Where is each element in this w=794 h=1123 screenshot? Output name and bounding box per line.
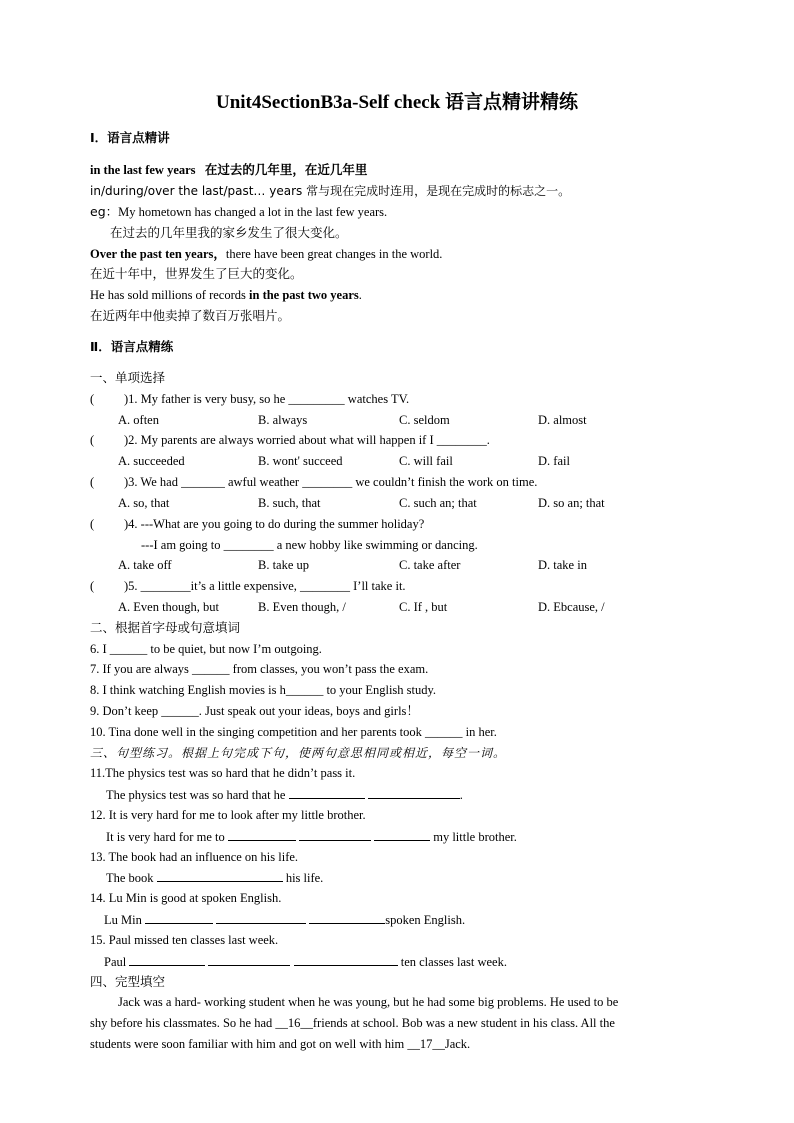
example-1: [90, 204, 387, 220]
rewrite-13-answer: [106, 869, 323, 886]
cloze-blank-17[interactable]: __17__: [407, 1037, 445, 1051]
fill-item: 10. Tina done well in the singing competition and her parents took ______ in her.: [90, 725, 497, 739]
cloze-blank-16[interactable]: __16__: [275, 1016, 313, 1030]
question-4-stem-2: ---I am going to ________ a new hobby like swimming or dancing.: [141, 538, 478, 552]
option-b[interactable]: B. Even though, /: [258, 600, 346, 614]
fill-item: 8. I think watching English movies is h______ to your English study.: [90, 683, 437, 697]
part-4-title: 四、完型填空: [90, 974, 166, 989]
section-1-heading: Ⅰ．语言点精讲: [90, 130, 170, 145]
option-d[interactable]: D. fail: [538, 454, 570, 468]
option-c[interactable]: C. If , but: [399, 600, 448, 614]
cloze-text: friends at school. Bob was a new student in his class. All the: [312, 1016, 615, 1030]
rewrite-11-question: 11.The physics test was so hard that he didn’t pass it.: [90, 766, 356, 780]
example-2-cn: 在近十年中，世界发生了巨大的变化。: [90, 266, 303, 281]
example-1-cn: 在过去的几年里我的家乡发生了很大变化。: [110, 225, 348, 240]
question-4: [90, 516, 424, 532]
rewrite-12-question: 12. It is very hard for me to look after my little brother.: [90, 808, 366, 822]
blank[interactable]: [129, 953, 205, 966]
answer-prefix: The book: [106, 871, 154, 885]
example-2-bold: Over the past ten years，: [90, 247, 226, 261]
question-stem: )3. We had _______ awful weather ________ we couldn’t finish the work on time.: [124, 475, 538, 489]
option-a[interactable]: A. Even though, but: [118, 600, 220, 614]
question-2: [90, 432, 490, 448]
rewrite-15-question: 15. Paul missed ten classes last week.: [90, 933, 279, 947]
option-a[interactable]: A. succeeded: [118, 454, 185, 468]
blank[interactable]: [228, 828, 296, 841]
example-3-end: .: [358, 288, 362, 302]
phrase-line: [90, 162, 367, 178]
question-stem: )2. My parents are always worried about what will happen if I ________.: [124, 433, 490, 447]
answer-prefix: Paul: [104, 955, 127, 969]
blank[interactable]: [216, 911, 306, 924]
blank[interactable]: [157, 869, 283, 882]
option-d[interactable]: D. take in: [538, 558, 587, 572]
answer-suffix: ten classes last week.: [400, 955, 507, 969]
answer-prefix: Lu Min: [104, 913, 142, 927]
option-d[interactable]: D. Ebcause, /: [538, 600, 605, 614]
phrase-en: in the last few years: [90, 163, 196, 177]
answer-suffix: spoken English.: [385, 913, 466, 927]
part-3-title: 三、句型练习。根据上句完成下句，使两句意思相同或相近，每空一词。: [90, 746, 507, 760]
option-b[interactable]: B. take up: [258, 558, 310, 572]
phrase-cn: 在过去的几年里，在近几年里: [204, 162, 368, 177]
option-d[interactable]: D. so an; that: [538, 496, 605, 510]
fill-item: 7. If you are always ______ from classes, you won’t pass the exam.: [90, 662, 429, 676]
answer-suffix: my little brother.: [433, 830, 517, 844]
blank[interactable]: [208, 953, 290, 966]
rewrite-12-answer: [106, 828, 517, 845]
cloze-text: Jack.: [444, 1037, 471, 1051]
answer-paren[interactable]: (: [90, 433, 95, 447]
question-stem: )1. My father is very busy, so he _________ watches TV.: [124, 392, 410, 406]
question-stem: )4. ---What are you going to do during the summer holiday?: [124, 517, 425, 531]
cloze-line-2: [90, 1015, 615, 1031]
example-3: [90, 287, 362, 303]
blank[interactable]: [368, 786, 460, 799]
example-1-en: My hometown has changed a lot in the last few years.: [118, 205, 388, 219]
blank[interactable]: [145, 911, 213, 924]
option-a[interactable]: A. often: [118, 413, 159, 427]
blank[interactable]: [299, 828, 371, 841]
answer-paren[interactable]: (: [90, 579, 95, 593]
example-3-bold: in the past two years: [249, 288, 359, 302]
cloze-text: students were soon familiar with him and got on well with him: [90, 1037, 408, 1051]
part-2-title: 二、根据首字母或句意填词: [90, 620, 241, 635]
eg-label: eg：: [90, 204, 119, 219]
blank[interactable]: [289, 786, 365, 799]
cloze-line-1: Jack was a hard- working student when he was young, but he had some big problems. He used to be: [118, 995, 619, 1009]
option-a[interactable]: A. so, that: [118, 496, 170, 510]
blank[interactable]: [294, 953, 398, 966]
option-b[interactable]: B. always: [258, 413, 308, 427]
option-c[interactable]: C. take after: [399, 558, 461, 572]
blank[interactable]: [309, 911, 385, 924]
answer-prefix: The physics test was so hard that he: [106, 788, 286, 802]
section-2-heading: Ⅱ．语言点精练: [90, 339, 174, 354]
rule-text: in/during/over the last/past… years 常与现在完成时连用，是现在完成时的标志之一。: [90, 184, 571, 198]
answer-prefix: It is very hard for me to: [106, 830, 225, 844]
example-3-cn: 在近两年中他卖掉了数百万张唱片。: [90, 308, 291, 323]
rewrite-13-question: 13. The book had an influence on his life.: [90, 850, 299, 864]
part-1-title: 一、单项选择: [90, 370, 166, 385]
option-a[interactable]: A. take off: [118, 558, 172, 572]
answer-paren[interactable]: (: [90, 517, 95, 531]
rewrite-14-question: 14. Lu Min is good at spoken English.: [90, 891, 282, 905]
example-2: [90, 246, 442, 262]
cloze-line-3: [90, 1036, 470, 1052]
question-3: [90, 474, 537, 490]
question-stem: )5. ________it’s a little expensive, ________ I’ll take it.: [124, 579, 406, 593]
option-c[interactable]: C. such an; that: [399, 496, 477, 510]
page-title: Unit4SectionB3a-Self check 语言点精讲精练: [215, 92, 579, 113]
example-3-text: He has sold millions of records: [90, 288, 250, 302]
example-2-rest: there have been great changes in the world.: [225, 247, 443, 261]
answer-suffix: his life.: [285, 871, 324, 885]
rewrite-14-answer: [104, 911, 465, 928]
question-5: [90, 578, 406, 594]
question-1: [90, 391, 409, 407]
rewrite-11-answer: The physics test was so hard that he .: [106, 788, 463, 802]
fill-item: 6. I ______ to be quiet, but now I’m outgoing.: [90, 642, 322, 656]
option-b[interactable]: B. wont' succeed: [258, 454, 343, 468]
answer-paren[interactable]: (: [90, 392, 95, 406]
cloze-text: shy before his classmates. So he had: [90, 1016, 276, 1030]
fill-item: 9. Don’t keep ______. Just speak out your ideas, boys and girls！: [90, 704, 419, 718]
option-b[interactable]: B. such, that: [258, 496, 321, 510]
option-c[interactable]: C. seldom: [399, 413, 450, 427]
blank[interactable]: [374, 828, 430, 841]
option-c[interactable]: C. will fail: [399, 454, 453, 468]
option-d[interactable]: D. almost: [538, 413, 587, 427]
answer-paren[interactable]: (: [90, 475, 95, 489]
rewrite-15-answer: [104, 953, 507, 970]
